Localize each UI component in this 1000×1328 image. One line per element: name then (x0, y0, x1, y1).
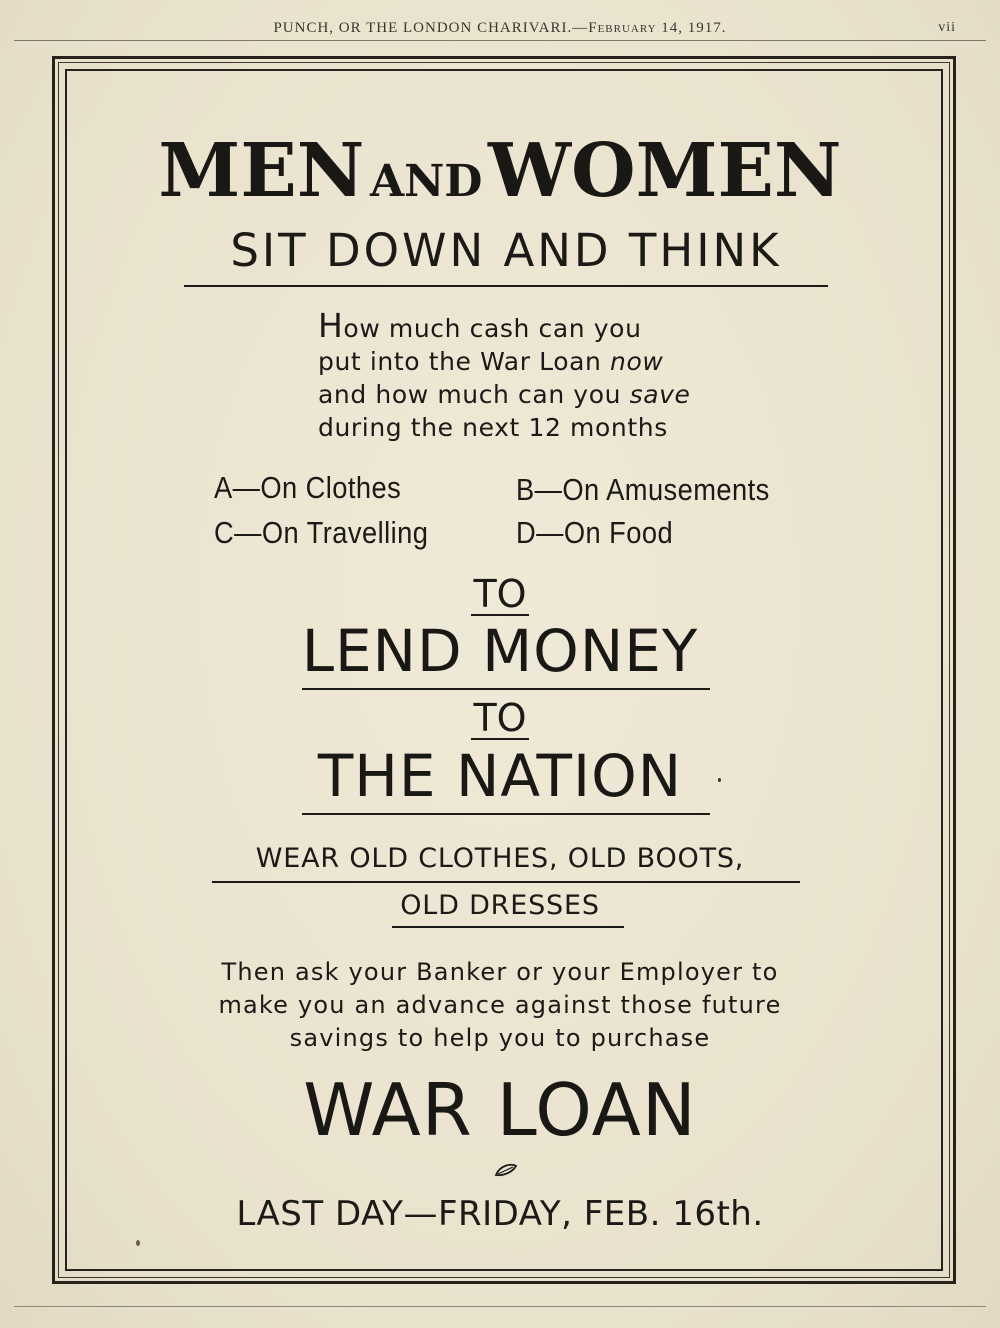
wear-line-2-rule (392, 926, 624, 928)
banker-line-3: savings to help you to purchase (289, 1024, 711, 1052)
question-line-1-text: ow much cash can you (343, 314, 642, 343)
war-loan-heading: WAR LOAN (303, 1068, 697, 1152)
subheadline-rule (184, 285, 828, 287)
lend-money-rule (302, 688, 710, 690)
question-line-1 (318, 306, 738, 345)
to-label-2-text: TO (473, 696, 527, 740)
old-dresses-line: OLD DRESSES (400, 890, 600, 921)
headline-men: MEN (158, 128, 365, 214)
last-day-line: LAST DAY—FRIDAY, FEB. 16th. (236, 1194, 764, 1234)
to-label-1-text: TO (473, 572, 527, 616)
to-label-2 (0, 696, 1000, 740)
leaf-ornament-icon (494, 1163, 518, 1177)
question-line-2 (318, 345, 738, 378)
question-line-2-text: put into the War Loan (318, 347, 611, 376)
question-paragraph (318, 306, 738, 444)
headline-women: WOMEN (488, 128, 842, 214)
print-speck (718, 778, 721, 782)
print-speck (136, 1240, 140, 1246)
question-line-3-text: and how much can you (318, 380, 630, 409)
category-c-travelling: C—On Travelling (214, 515, 429, 550)
the-nation-rule (302, 813, 710, 815)
banker-line-1: Then ask your Banker or your Employer to (221, 958, 779, 986)
banker-line-2: make you an advance against those future (218, 991, 782, 1019)
emphasis-save: save (629, 380, 691, 409)
publication-date: February 14, 1917. (588, 20, 727, 36)
question-line-3 (318, 378, 738, 411)
category-b-amusements: B—On Amusements (516, 472, 770, 507)
category-d-food: D—On Food (516, 515, 674, 550)
running-head-title (0, 20, 1000, 37)
banker-paragraph (0, 956, 1000, 1055)
headline (0, 128, 1000, 214)
to-label-1 (0, 572, 1000, 616)
page-folio: vii (938, 20, 956, 35)
footer-rule (14, 1306, 986, 1307)
drop-cap: H (318, 306, 344, 345)
subheadline: SIT DOWN AND THINK (230, 224, 782, 277)
running-head (0, 18, 1000, 42)
headline-and: AND (369, 156, 483, 207)
lend-money-heading: LEND MONEY (301, 617, 699, 685)
emphasis-now: now (610, 347, 664, 376)
category-a-clothes: A—On Clothes (214, 470, 402, 505)
question-line-4: during the next 12 months (318, 413, 668, 442)
wear-old-clothes-line: WEAR OLD CLOTHES, OLD BOOTS, (255, 843, 745, 874)
the-nation-heading: THE NATION (317, 742, 683, 810)
header-rule (14, 40, 986, 41)
wear-line-1-rule (212, 881, 800, 883)
publication-name: PUNCH, OR THE LONDON CHARIVARI.— (273, 20, 589, 36)
